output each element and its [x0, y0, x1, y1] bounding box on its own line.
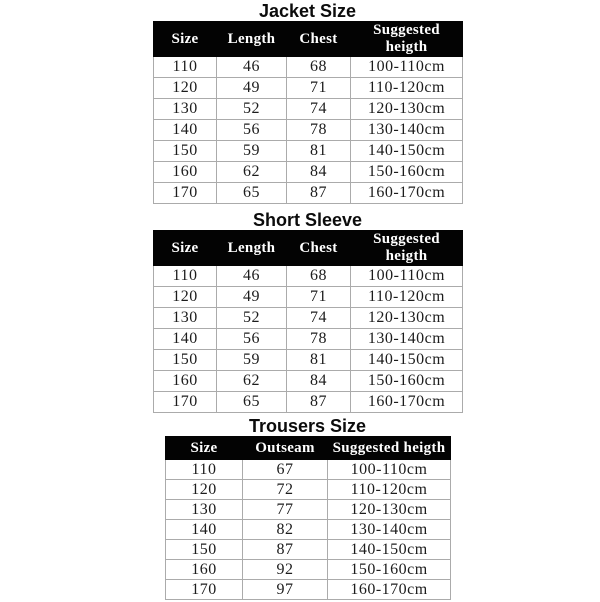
table-cell: 170: [166, 580, 243, 600]
table-cell: 81: [287, 141, 351, 162]
jacket-size-title: Jacket Size: [258, 1, 357, 21]
header-row: [154, 231, 463, 266]
table-cell: 78: [287, 120, 351, 141]
table-cell: 87: [287, 392, 351, 413]
table-row: [154, 392, 463, 413]
table-row: [154, 329, 463, 350]
column-header: Size: [154, 231, 217, 266]
short-sleeve-section: [0, 211, 600, 413]
table-cell: 150-160cm: [351, 371, 463, 392]
table-row: [166, 500, 451, 520]
table-cell: 140-150cm: [351, 141, 463, 162]
table-cell: 130-140cm: [351, 329, 463, 350]
table-row: [154, 120, 463, 141]
table-row: [166, 560, 451, 580]
table-cell: 140-150cm: [328, 540, 451, 560]
jacket-size-section: [0, 2, 600, 204]
table-row: [166, 540, 451, 560]
table-cell: 56: [217, 329, 287, 350]
table-cell: 46: [217, 266, 287, 287]
trousers-table-body: [166, 460, 451, 600]
trousers-table-header: [166, 437, 451, 460]
table-cell: 87: [243, 540, 328, 560]
table-cell: 84: [287, 371, 351, 392]
table-row: [154, 99, 463, 120]
trousers-size-section: [0, 417, 600, 600]
table-cell: 140-150cm: [351, 350, 463, 371]
table-cell: 52: [217, 99, 287, 120]
column-header: Outseam: [243, 437, 328, 460]
column-header: Size: [166, 437, 243, 460]
table-cell: 110-120cm: [351, 287, 463, 308]
table-row: [166, 580, 451, 600]
table-cell: 59: [217, 141, 287, 162]
table-cell: 77: [243, 500, 328, 520]
table-cell: 110: [166, 460, 243, 480]
jacket-size-table: [153, 21, 463, 204]
table-cell: 71: [287, 287, 351, 308]
table-cell: 82: [243, 520, 328, 540]
table-cell: 160-170cm: [351, 183, 463, 204]
table-cell: 160: [166, 560, 243, 580]
column-header: Chest: [287, 231, 351, 266]
table-cell: 130-140cm: [351, 120, 463, 141]
table-row: [154, 57, 463, 78]
table-cell: 120-130cm: [351, 308, 463, 329]
trousers-size-table: [165, 436, 451, 600]
table-cell: 78: [287, 329, 351, 350]
table-row: [154, 183, 463, 204]
short-sleeve-table-body: [154, 266, 463, 413]
column-header: Suggested heigth: [351, 22, 463, 57]
table-cell: 140: [166, 520, 243, 540]
table-cell: 52: [217, 308, 287, 329]
table-cell: 46: [217, 57, 287, 78]
table-cell: 160: [154, 162, 217, 183]
table-row: [154, 350, 463, 371]
table-cell: 100-110cm: [351, 57, 463, 78]
column-header: Chest: [287, 22, 351, 57]
table-cell: 150: [154, 141, 217, 162]
table-cell: 65: [217, 183, 287, 204]
table-cell: 160: [154, 371, 217, 392]
table-cell: 100-110cm: [328, 460, 451, 480]
column-header: Suggested heigth: [328, 437, 451, 460]
table-cell: 140: [154, 329, 217, 350]
table-cell: 120: [166, 480, 243, 500]
table-cell: 130-140cm: [328, 520, 451, 540]
table-cell: 74: [287, 308, 351, 329]
table-cell: 56: [217, 120, 287, 141]
table-cell: 87: [287, 183, 351, 204]
table-row: [154, 141, 463, 162]
table-cell: 120: [154, 287, 217, 308]
table-cell: 170: [154, 392, 217, 413]
jacket-table-body: [154, 57, 463, 204]
short-sleeve-table-header: [154, 231, 463, 266]
column-header: Suggested heigth: [351, 231, 463, 266]
table-cell: 150: [154, 350, 217, 371]
table-cell: 67: [243, 460, 328, 480]
table-cell: 68: [287, 266, 351, 287]
table-cell: 100-110cm: [351, 266, 463, 287]
table-cell: 160-170cm: [328, 580, 451, 600]
table-row: [166, 460, 451, 480]
table-cell: 170: [154, 183, 217, 204]
table-cell: 49: [217, 287, 287, 308]
table-cell: 62: [217, 371, 287, 392]
jacket-table-header: [154, 22, 463, 57]
table-row: [166, 480, 451, 500]
table-cell: 120: [154, 78, 217, 99]
table-cell: 49: [217, 78, 287, 99]
table-row: [166, 520, 451, 540]
table-cell: 65: [217, 392, 287, 413]
column-header: Size: [154, 22, 217, 57]
table-cell: 110-120cm: [328, 480, 451, 500]
table-row: [154, 308, 463, 329]
short-sleeve-title: Short Sleeve: [252, 210, 363, 230]
table-cell: 68: [287, 57, 351, 78]
table-cell: 120-130cm: [328, 500, 451, 520]
size-chart-page: [0, 2, 600, 602]
table-row: [154, 78, 463, 99]
table-row: [154, 371, 463, 392]
table-cell: 110-120cm: [351, 78, 463, 99]
header-row: [154, 22, 463, 57]
trousers-size-title: Trousers Size: [248, 416, 367, 436]
table-cell: 120-130cm: [351, 99, 463, 120]
table-row: [154, 162, 463, 183]
table-cell: 59: [217, 350, 287, 371]
table-cell: 97: [243, 580, 328, 600]
table-cell: 84: [287, 162, 351, 183]
table-cell: 150-160cm: [351, 162, 463, 183]
short-sleeve-table: [153, 230, 463, 413]
table-row: [154, 287, 463, 308]
column-header: Length: [217, 231, 287, 266]
table-cell: 160-170cm: [351, 392, 463, 413]
table-cell: 140: [154, 120, 217, 141]
column-header: Length: [217, 22, 287, 57]
table-cell: 71: [287, 78, 351, 99]
table-cell: 62: [217, 162, 287, 183]
table-cell: 72: [243, 480, 328, 500]
table-cell: 110: [154, 57, 217, 78]
table-cell: 150: [166, 540, 243, 560]
header-row: [166, 437, 451, 460]
table-cell: 81: [287, 350, 351, 371]
table-cell: 150-160cm: [328, 560, 451, 580]
table-cell: 110: [154, 266, 217, 287]
table-cell: 92: [243, 560, 328, 580]
table-row: [154, 266, 463, 287]
table-cell: 74: [287, 99, 351, 120]
table-cell: 130: [154, 308, 217, 329]
table-cell: 130: [166, 500, 243, 520]
table-cell: 130: [154, 99, 217, 120]
